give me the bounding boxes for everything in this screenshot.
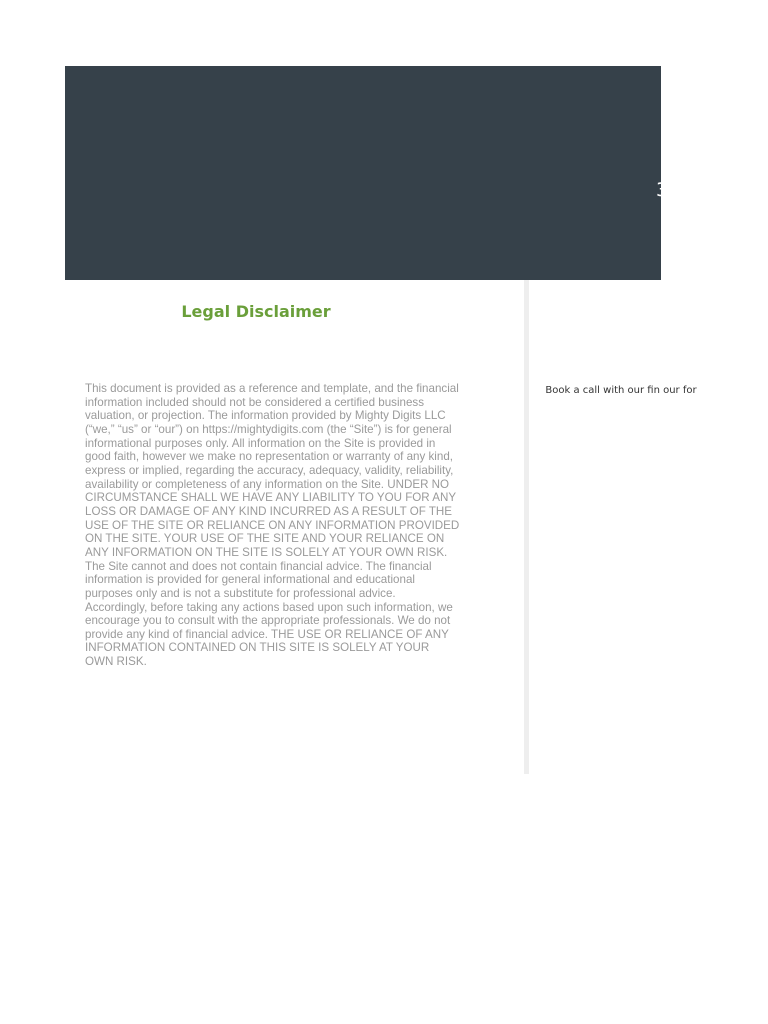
disclaimer-body: This document is provided as a reference and template, and the financial information included should not be considered a certified business valuation, or projection. The information provided by Mighty Digits LLC (“we,” “us” or “our”) on https://mightydigits.com (the “Site”) is for general informational purposes only. All information on the Site is provided in good faith, however we make no representation or warranty of any kind, express or implied, regarding the accuracy, adequacy, validity, reliability, availability or completeness of any information on the Site. UNDER NO CIRCUMSTANCE SHALL WE HAVE ANY LIABILITY TO YOU FOR ANY LOSS OR DAMAGE OF ANY KIND INCURRED AS A RESULT OF THE USE OF THE SITE OR RELIANCE ON ANY INFORMATION PROVIDED ON THE SITE. YOUR USE OF THE SITE AND YOUR RELIANCE ON ANY INFORMATION ON THE SITE IS SOLELY AT YOUR OWN RISK. The Site cannot and does not contain financial advice. The financial information is provided for general informational and educational purposes only and is not a substitute for professional advice. Accordingly, before taking any actions based upon such information, we encourage you to consult with the appropriate professionals. We do not provide any kind of financial advice. THE USE OR RELIANCE OF ANY INFORMATION CONTAINED ON THIS SITE IS SOLELY AT YOUR OWN RISK.: [85, 382, 460, 669]
disclaimer-panel: [65, 280, 524, 774]
header-banner: [65, 66, 669, 280]
legal-disclaimer-title: Legal Disclaimer: [181, 302, 331, 321]
header-edge-text: 3: [656, 179, 669, 201]
cta-panel: [529, 280, 697, 774]
book-call-text[interactable]: Book a call with our fin our for: [545, 385, 697, 396]
